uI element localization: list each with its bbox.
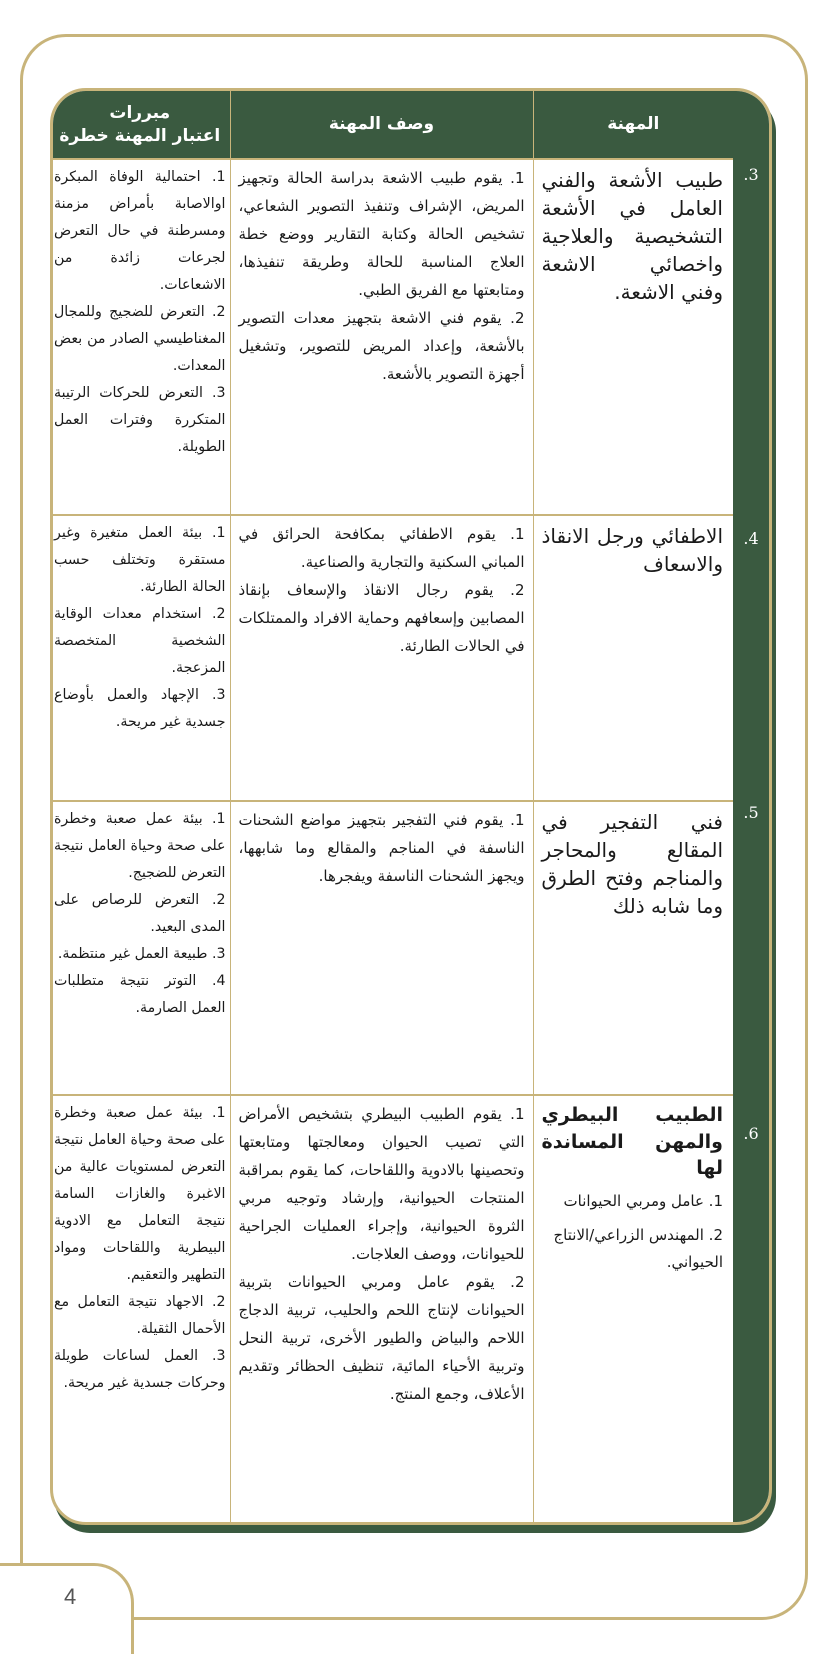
- justification-cell: [50, 1095, 230, 1525]
- justification-item: 3. العمل لساعات طويلة وحركات جسدية غير مريحة.: [54, 1347, 226, 1391]
- table-row: [50, 1095, 733, 1525]
- professions-table: [50, 91, 733, 1525]
- justification-item: 2. استخدام معدات الوقاية الشخصية المتخصصة المزعجة.: [54, 605, 226, 676]
- justification-item: 1. بيئة عمل صعبة وخطرة على صحة وحياة العامل نتيجة التعرض للضجيج.: [54, 811, 226, 881]
- justification-item: 1. بيئة عمل صعبة وخطرة على صحة وحياة العامل نتيجة التعرض لمستويات عالية من الاغبرة والغازات السامة نتيجة التعامل مع الادوية البيطرية واللقاحات ومواد التطهير والتعقيم.: [54, 1105, 226, 1283]
- description-item: 1. يقوم الاطفائي بمكافحة الحرائق في المباني السكنية والتجارية والصناعية.: [238, 525, 525, 572]
- table-row: [50, 515, 733, 801]
- profession-name: الطبيب البيطري والمهن المساندة لها: [541, 1104, 723, 1180]
- row-number-column: [733, 91, 769, 1522]
- header-description: وصف المهنة: [230, 91, 533, 159]
- justification-item: 1. بيئة العمل متغيرة وغير مستقرة وتختلف حسب الحالة الطارئة.: [54, 525, 226, 595]
- profession-name: طبيب الأشعة والفني العامل في الأشعة التشخيصية والعلاجية واخصائي الاشعة وفني الاشعة.: [541, 168, 723, 304]
- description-item: 1. يقوم طبيب الاشعة بدراسة الحالة وتجهيز المريض، الإشراف وتنفيذ التصوير الشعاعي، تشخيص الحالة وكتابة التقارير ووضع خطة العلاج المناسبة للحالة وطريقة تنفيذها، ومتابعتها مع الفريق الطبي.: [238, 169, 525, 300]
- row-number: .4: [743, 529, 759, 548]
- header-profession: المهنة: [533, 91, 733, 159]
- description-cell: [230, 1095, 533, 1525]
- page-number: 4: [64, 1584, 77, 1609]
- justification-item: 4. التوتر نتيجة متطلبات العمل الصارمة.: [54, 972, 226, 1016]
- profession-sub-item: 1. عامل ومربي الحيوانات: [563, 1191, 723, 1210]
- description-cell: [230, 515, 533, 801]
- profession-sub-item: 2. المهندس الزراعي/الانتاج الحيواني.: [553, 1225, 723, 1272]
- justification-cell: [50, 159, 230, 515]
- justification-cell: [50, 515, 230, 801]
- description-cell: [230, 801, 533, 1095]
- justification-item: 2. التعرض للرصاص على المدى البعيد.: [54, 891, 226, 935]
- justification-item: 3. الإجهاد والعمل بأوضاع جسدية غير مريحة.: [54, 686, 226, 730]
- row-number: .5: [743, 803, 759, 822]
- header-justification: [50, 91, 230, 159]
- justification-item: 1. احتمالية الوفاة المبكرة اوالاصابة بأمراض مزمنة ومسرطنة في حال التعرض لجرعات زائدة من الاشعاعات.: [54, 169, 226, 293]
- justification-item: 3. طبيعة العمل غير منتظمة.: [57, 945, 226, 962]
- row-number: .3: [743, 165, 759, 184]
- justification-item: 2. الاجهاد نتيجة التعامل مع الأحمال الثقيلة.: [54, 1293, 226, 1337]
- table-row: [50, 801, 733, 1095]
- profession-cell: [533, 1095, 733, 1525]
- profession-name: فني التفجير في المقالع والمحاجر والمناجم وفتح الطرق وما شابه ذلك: [541, 810, 723, 918]
- profession-name: الاطفائي ورجل الانقاذ والاسعاف: [541, 524, 723, 576]
- header-justification-line2: اعتبار المهنة خطرة: [59, 125, 221, 146]
- profession-cell: [533, 159, 733, 515]
- hazardous-professions-table-card: [50, 88, 772, 1525]
- description-item: 1. يقوم الطبيب البيطري بتشخيص الأمراض التي تصيب الحيوان ومعالجتها ومتابعتها وتحصينها بالادوية واللقاحات، كما يقوم بمراقبة المنتجات الحيوانية، وإرشاد وتوجيه مربي الثروة الحيوانية، وإجراء العمليات الجراحية للحيوانات، ووصف العلاجات.: [238, 1105, 525, 1264]
- table-row: [50, 159, 733, 515]
- description-item: 2. يقوم فني الاشعة بتجهيز معدات التصوير بالأشعة، وإعداد المريض للتصوير، وتشغيل أجهزة التصوير بالأشعة.: [238, 309, 525, 384]
- justification-item: 2. التعرض للضجيج وللمجال المغناطيسي الصادر من بعض المعدات.: [54, 303, 226, 374]
- description-item: 2. يقوم عامل ومربي الحيوانات بتربية الحيوانات لإنتاج اللحم والحليب، تربية الدجاج اللاحم والبياض والطيور الأخرى، تربية النحل وتربية الأحياء المائية، تنظيف الحظائر وتقديم الأعلاف، وجمع المنتج.: [238, 1273, 525, 1404]
- justification-item: 3. التعرض للحركات الرتيبة المتكررة وفترات العمل الطويلة.: [54, 384, 226, 455]
- table-header-row: [50, 91, 733, 159]
- profession-cell: [533, 801, 733, 1095]
- header-justification-line1: مبررات: [109, 103, 171, 124]
- description-cell: [230, 159, 533, 515]
- description-item: 1. يقوم فني التفجير بتجهيز مواضع الشحنات الناسفة في المناجم والمقالع وما شابهها، ويجهز الشحنات الناسفة ويفجرها.: [238, 811, 525, 886]
- justification-cell: [50, 801, 230, 1095]
- profession-cell: [533, 515, 733, 801]
- description-item: 2. يقوم رجال الانقاذ والإسعاف بإنقاذ المصابين وإسعافهم وحماية الافراد والممتلكات في الحالات الطارئة.: [238, 581, 525, 656]
- row-number: .6: [743, 1124, 759, 1143]
